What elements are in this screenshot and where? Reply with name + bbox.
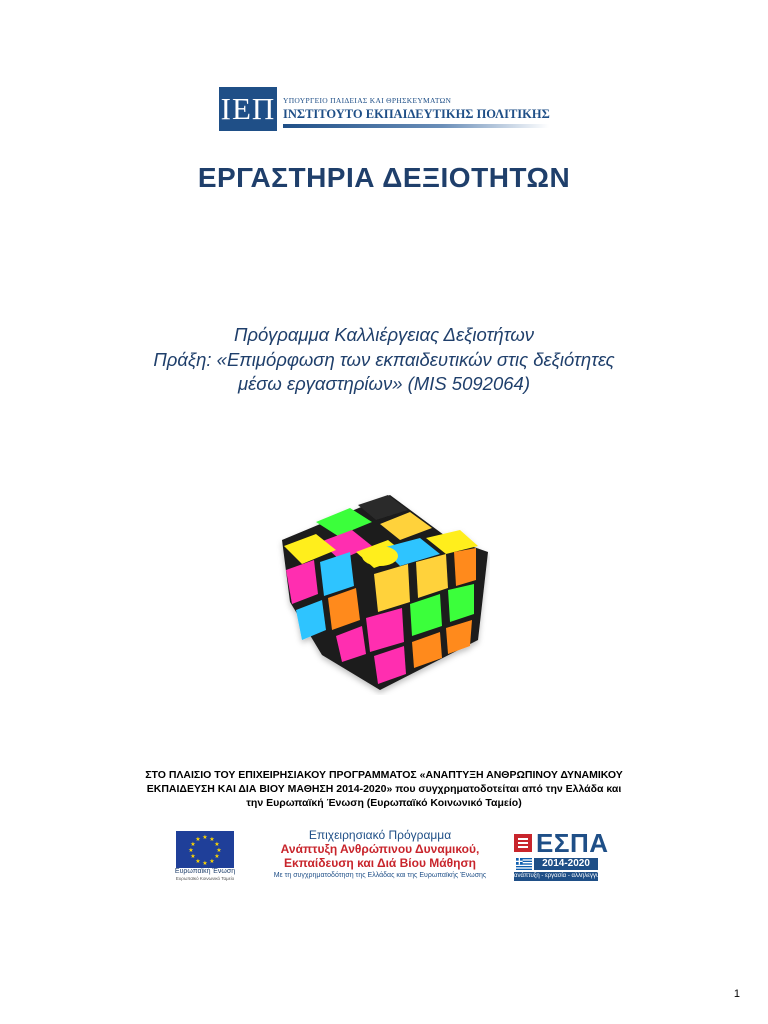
- iep-logo-abbr: ΙΕΠ: [219, 87, 277, 131]
- page-number: 1: [733, 988, 740, 1000]
- op-cofunding-note: Με τη συγχρηματοδότηση της Ελλάδας και της Ευρωπαϊκής Ένωσης: [273, 872, 487, 879]
- subtitle-line: Πράξη: «Επιμόρφωση των εκπαιδευτικών στις δεξιότητες: [153, 348, 615, 370]
- espa-years: 2014-2020: [534, 858, 598, 870]
- greek-flag-icon: [516, 858, 532, 870]
- funding-statement: [0, 768, 768, 810]
- document-subtitle: [0, 323, 768, 397]
- espa-mark-icon: [514, 834, 532, 852]
- op-title: Επιχειρησιακό Πρόγραμμα: [308, 828, 452, 842]
- op-line: Εκπαίδευση και Διά Βίου Μάθηση: [283, 856, 477, 870]
- funding-line: ΣΤΟ ΠΛΑΙΣΙΟ ΤΟΥ ΕΠΙΧΕΙΡΗΣΙΑΚΟΥ ΠΡΟΓΡΑΜΜΑΤΟΣ «ΑΝΑΠΤΥΞΗ ΑΝΘΡΩΠΙΝΟΥ ΔΥΝΑΜΙΚΟΥ: [145, 769, 623, 781]
- svg-text:★: ★: [209, 836, 215, 843]
- eu-logo: [173, 831, 237, 881]
- subtitle-line: μέσω εργαστηρίων» (MIS 5092064): [237, 373, 530, 394]
- svg-text:★: ★: [214, 853, 220, 860]
- rubiks-cube-image: [270, 490, 490, 695]
- svg-text:★: ★: [202, 860, 208, 867]
- operational-programme-logo: [260, 828, 500, 883]
- espa-word: ΕΣΠΑ: [536, 828, 609, 858]
- svg-text:★: ★: [195, 858, 201, 865]
- op-line: Ανάπτυξη Ανθρώπινου Δυναμικού,: [280, 842, 480, 856]
- iep-logo: [219, 87, 549, 131]
- svg-text:★: ★: [195, 836, 201, 843]
- svg-text:★: ★: [190, 853, 196, 860]
- ministry-name: ΥΠΟΥΡΓΕΙΟ ΠΑΙΔΕΙΑΣ ΚΑΙ ΘΡΗΣΚΕΥΜΑΤΩΝ: [283, 96, 452, 105]
- eu-sub-label: Ευρωπαϊκό Κοινωνικό Ταμείο: [175, 876, 235, 881]
- funding-line: την Ευρωπαϊκή Ένωση (Ευρωπαϊκό Κοινωνικό Ταμείο): [246, 797, 522, 809]
- institute-name: ΙΝΣΤΙΤΟΥΤΟ ΕΚΠΑΙΔΕΥΤΙΚΗΣ ΠΟΛΙΤΙΚΗΣ: [283, 107, 550, 121]
- espa-logo: [514, 828, 609, 882]
- svg-text:★: ★: [202, 834, 208, 841]
- funding-line: ΕΚΠΑΙΔΕΥΣΗ ΚΑΙ ΔΙΑ ΒΙΟΥ ΜΑΘΗΣΗ 2014-2020» που συγχρηματοδοτείται από την Ελλάδα και: [146, 783, 622, 795]
- eu-label: Ευρωπαϊκή Ένωση: [174, 868, 236, 875]
- espa-tagline: ανάπτυξη - εργασία - αλληλεγγύη: [514, 873, 603, 879]
- document-title: ΕΡΓΑΣΤΗΡΙΑ ΔΕΞΙΟΤΗΤΩΝ: [197, 162, 571, 193]
- subtitle-line: Πρόγραμμα Καλλιέργειας Δεξιοτήτων: [234, 324, 534, 345]
- svg-text:★: ★: [190, 841, 196, 848]
- logo-underline: [283, 124, 549, 128]
- svg-text:★: ★: [216, 847, 222, 854]
- svg-text:★: ★: [214, 841, 220, 848]
- svg-text:★: ★: [188, 847, 194, 854]
- svg-text:★: ★: [209, 858, 215, 865]
- eu-flag-icon: [176, 831, 234, 868]
